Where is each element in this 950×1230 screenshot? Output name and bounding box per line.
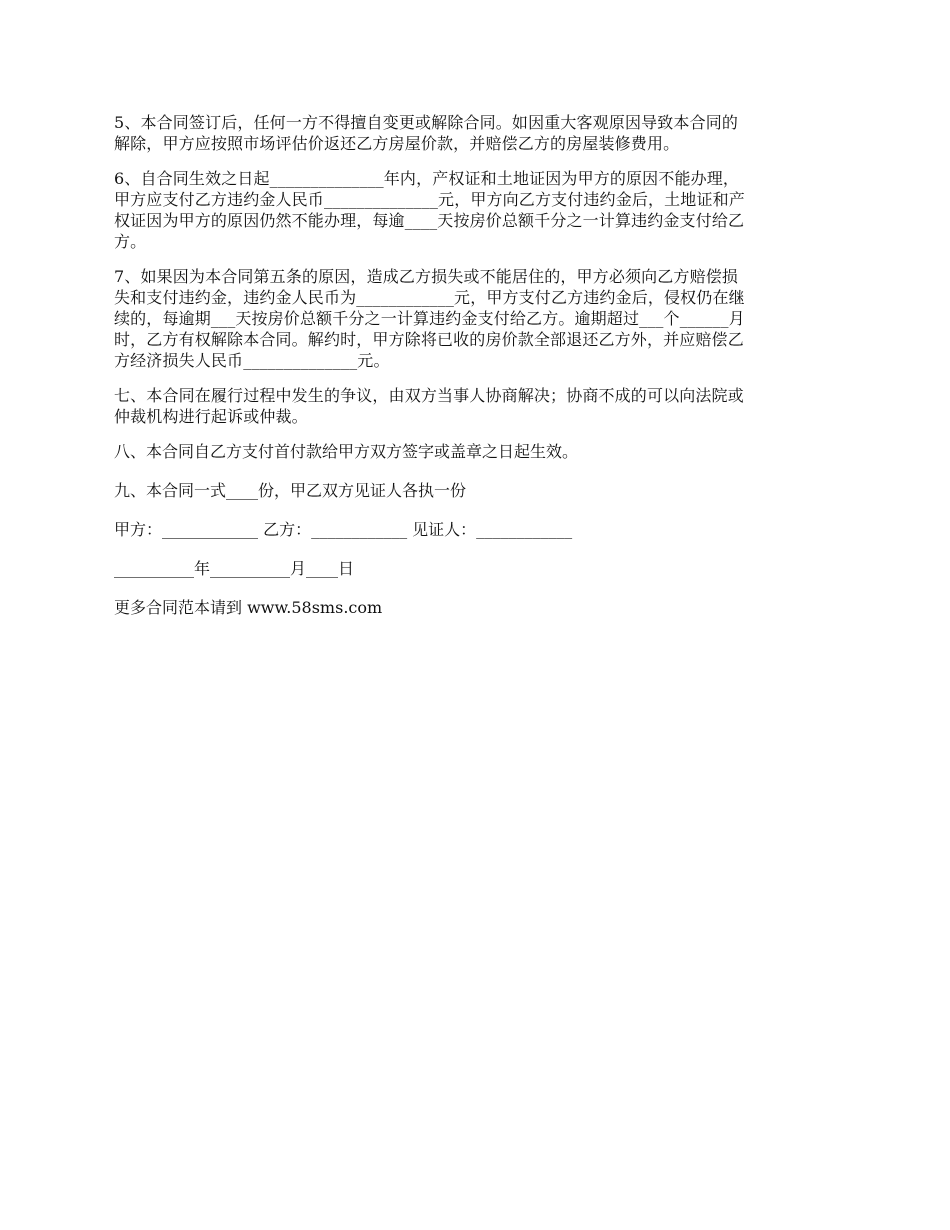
clause-6-line: 权证因为甲方的原因仍然不能办理，每逾____天按房价总额千分之一计算违约金支付给乙 [114,211,745,230]
signature-line: 甲方：____________ 乙方：____________ 见证人：____________ [114,520,573,539]
article-7-line: 仲裁机构进行起诉或仲裁。 [114,407,308,426]
clause-7-line: 失和支付违约金，违约金人民币为____________元，甲方支付乙方违约金后，侵权仍在继 [114,288,745,307]
date-line: __________年__________月____日 [114,559,355,578]
clause-6 [114,168,844,252]
clause-7-line: 方经济损失人民币______________元。 [114,351,390,370]
article-7 [114,385,844,427]
clause-5-line: 5、本合同签订后，任何一方不得擅自变更或解除合同。如因重大客观原因导致本合同的 [114,113,739,132]
clause-5-line: 解除，甲方应按照市场评估价返还乙方房屋价款，并赔偿乙方的房屋装修费用。 [114,134,680,153]
contract-page [114,112,844,636]
clause-7 [114,266,844,371]
clause-6-line: 甲方应支付乙方违约金人民币______________元，甲方向乙方支付违约金后，土地证和产 [114,190,745,209]
clause-6-line: 方。 [114,232,147,251]
article-7-line: 七、本合同在履行过程中发生的争议，由双方当事人协商解决；协商不成的可以向法院或 [114,386,744,405]
article-8: 八、本合同自乙方支付首付款给甲方双方签字或盖章之日起生效。 [114,442,579,461]
article-9: 九、本合同一式____份，甲乙双方见证人各执一份 [114,481,467,500]
footer-link-text: 更多合同范本请到 www.58sms.com [114,598,383,617]
clause-7-line: 7、如果因为本合同第五条的原因，造成乙方损失或不能居住的，甲方必须向乙方赔偿损 [114,267,739,286]
clause-5 [114,112,844,154]
clause-6-line: 6、自合同生效之日起______________年内，产权证和土地证因为甲方的原因不能办理， [114,169,740,188]
clause-7-line: 时，乙方有权解除本合同。解约时，甲方除将已收的房价款全部退还乙方外，并应赔偿乙 [114,330,744,349]
clause-7-line: 续的，每逾期___天按房价总额千分之一计算违约金支付给乙方。逾期超过___个______月 [114,309,745,328]
